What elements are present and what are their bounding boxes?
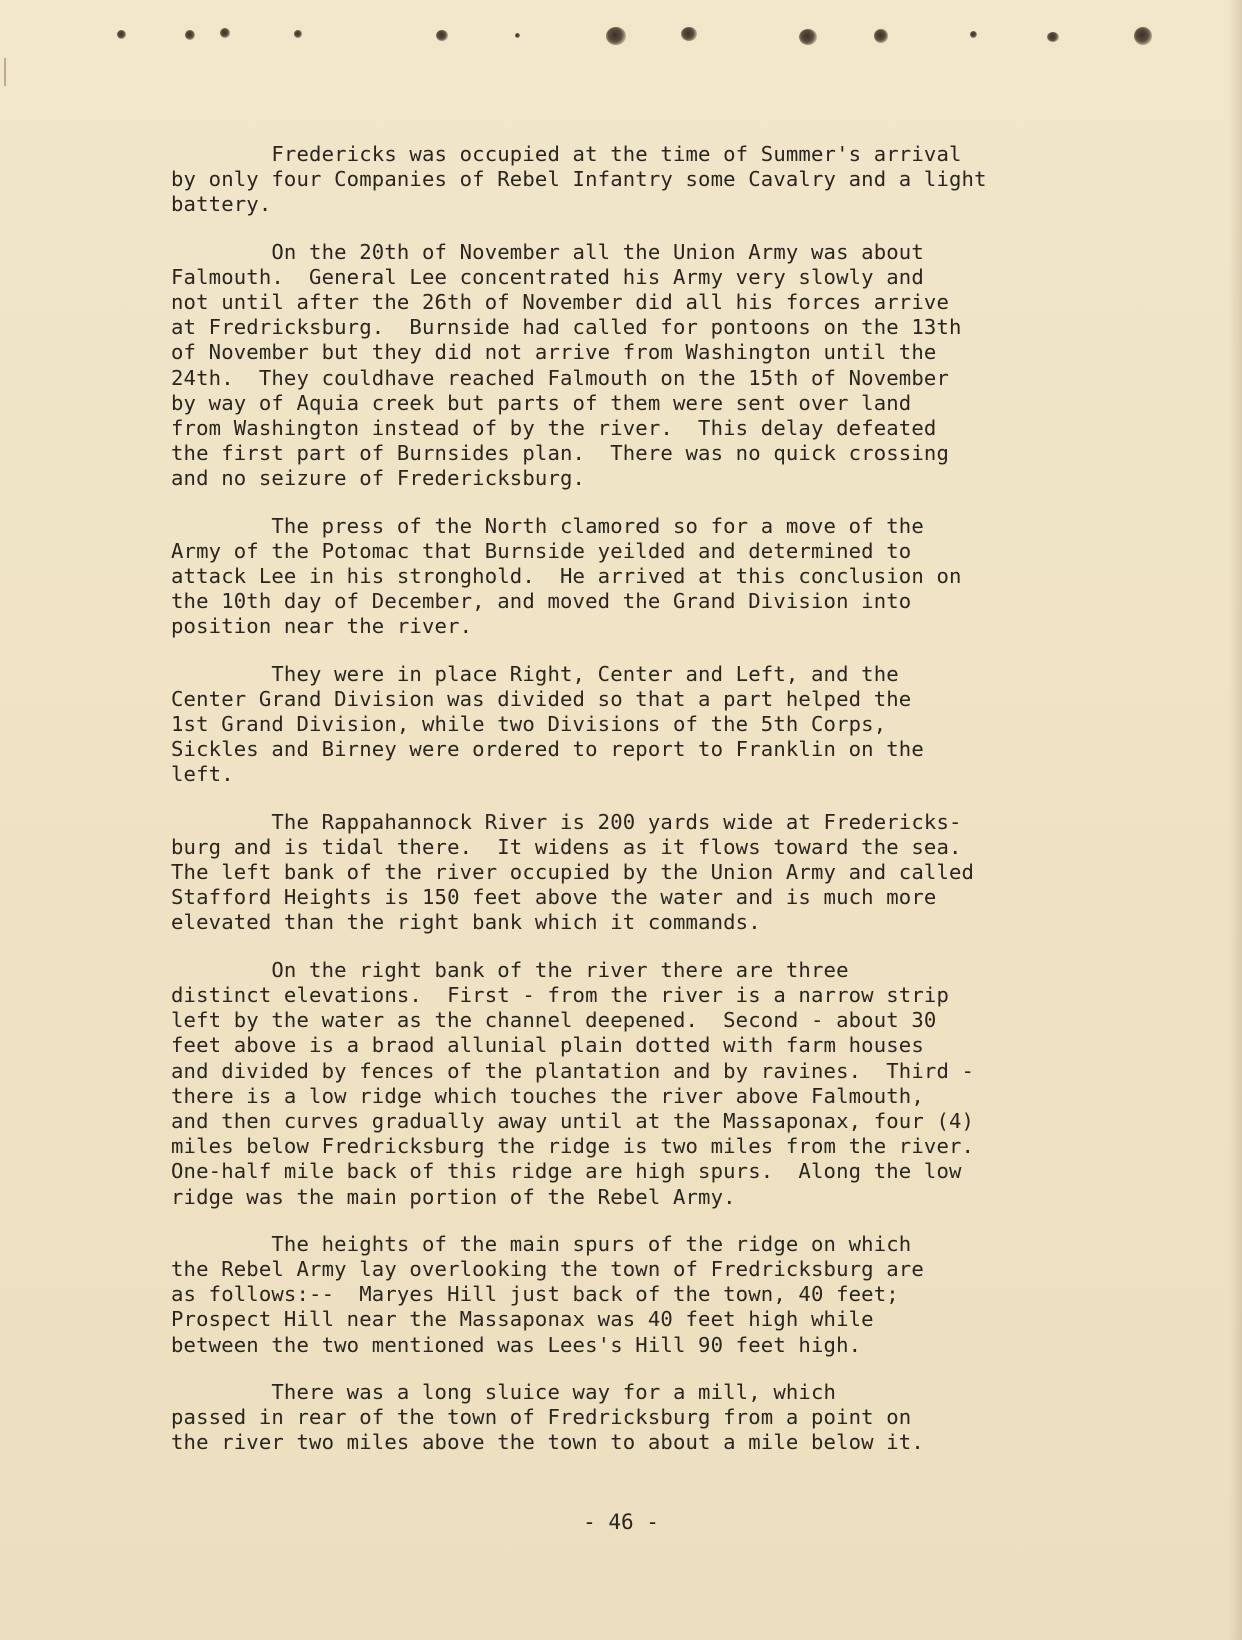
paragraph: There was a long sluice way for a mill, which passed in rear of the town of Fredricksburg from a point on the river two miles above the town to about a mile below it. [171,1379,924,1455]
punch-hole [220,28,230,38]
binding-punch-holes [0,24,1242,54]
paragraph: On the 20th of November all the Union Army was about Falmouth. General Lee concentrated his Army very slowly and not until after the 26th of November did all his forces arrive at Fredricksburg. Burnside had called for pontoons on the 13th of November but they did not arrive from Washington until the 24th. They couldhave reached Falmouth on the 15th of November by way of Aquia creek but parts of them were sent over land from Washington instead of by the river. This delay defeated the first part of Burnsides plan. There was no quick crossing and no seizure of Fredericksburg. [171,239,962,491]
paragraph: They were in place Right, Center and Left, and the Center Grand Division was divided so that a part helped the 1st Grand Division, while two Divisions of the 5th Corps, Sickles and Birney were ordered to report to Franklin on the left. [171,661,924,787]
paragraph: The Rappahannock River is 200 yards wide at Fredericks- burg and is tidal there. It widens as it flows toward the sea. The left bank of the river occupied by the Union Army and called Stafford Heights is 150 feet above the water and is much more elevated than the right bank which it commands. [171,809,975,935]
paragraph: Fredericks was occupied at the time of Summer's arrival by only four Companies of Rebel Infantry some Cavalry and a light battery. [171,142,987,217]
paragraph: The press of the North clamored so for a move of the Army of the Potomac that Burnside yeilded and determined to attack Lee in his stronghold. He arrived at this conclusion on the 10th day of December, and moved the Grand Division into position near the river. [171,513,962,639]
punch-hole [681,27,697,41]
punch-hole [874,29,888,43]
page-number: - 46 - [583,1510,659,1534]
paragraph: The heights of the main spurs of the ridge on which the Rebel Army lay overlooking the town of Fredricksburg are as follows:-- Maryes Hill just back of the town, 40 feet; Prospect Hill near the Massaponax was 40 feet high while between the two mentioned was Lees's Hill 90 feet high. [171,1231,924,1357]
punch-hole [294,30,302,38]
punch-hole [436,30,448,41]
typewritten-body [171,142,1151,1477]
punch-hole [185,30,195,40]
punch-hole [799,29,817,45]
punch-hole [515,33,520,38]
punch-hole [606,27,626,45]
punch-hole [1047,32,1059,42]
punch-hole [117,30,126,39]
punch-hole [1134,27,1152,45]
paper-crease-mark [4,58,6,86]
paragraph: On the right bank of the river there are three distinct elevations. First - from the river is a narrow strip left by the water as the channel deepened. Second - about 30 feet above is a braod allunial plain dotted with farm houses and divided by fences of the plantation and by ravines. Third - there is a low ridge which touches the river above Falmouth, and then curves gradually away until at the Massaponax, four (4) miles below Fredricksburg the ridge is two miles from the river. One-half mile back of this ridge are high spurs. Along the low ridge was the main portion of the Rebel Army. [171,957,975,1209]
page-edge-shadow [1228,0,1242,1640]
punch-hole [970,31,977,38]
